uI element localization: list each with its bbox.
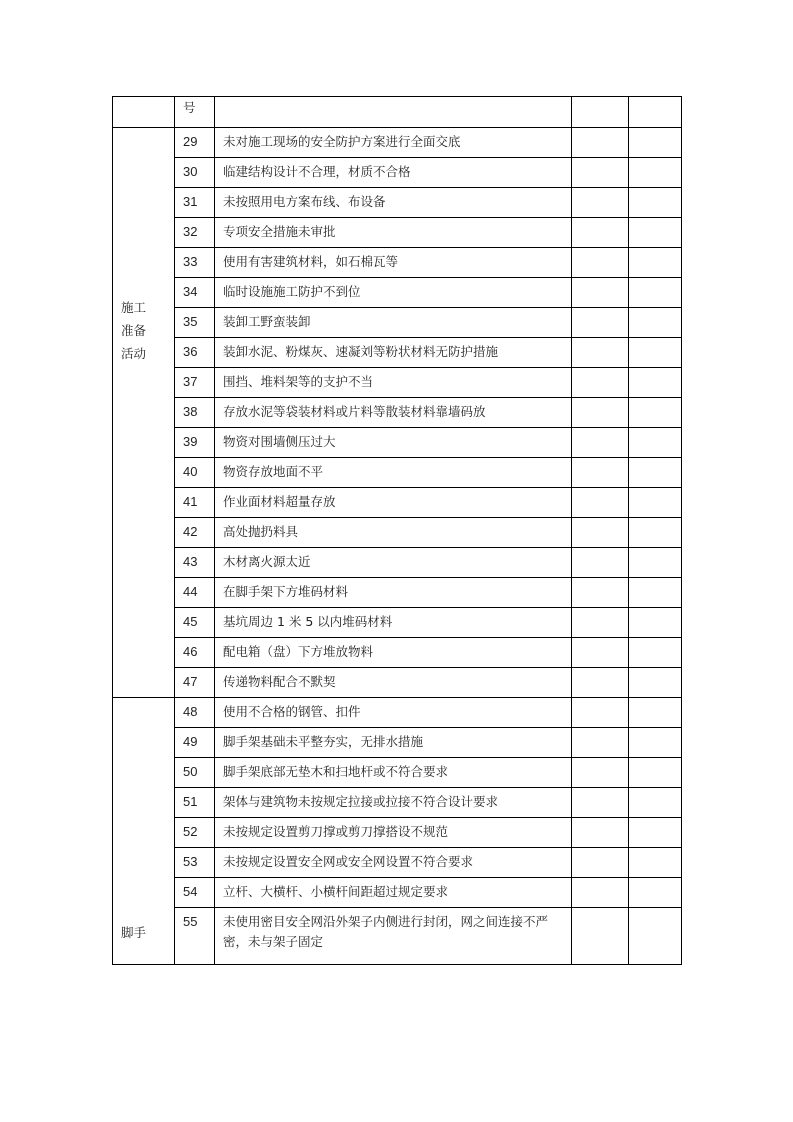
row-description: 存放水泥等袋装材料或片料等散装材料靠墙码放 (215, 398, 572, 428)
table-row (113, 578, 682, 608)
row-description: 未对施工现场的安全防护方案进行全面交底 (215, 128, 572, 158)
row-number: 45 (175, 608, 215, 638)
row-number: 33 (175, 248, 215, 278)
table-row (113, 488, 682, 518)
row-description: 在脚手架下方堆码材料 (215, 578, 572, 608)
row-number: 31 (175, 188, 215, 218)
row-col5-cell (629, 368, 682, 398)
row-col5-cell (629, 128, 682, 158)
row-col4-cell (572, 788, 629, 818)
row-col4-cell (572, 248, 629, 278)
table-row (113, 368, 682, 398)
row-number: 47 (175, 668, 215, 698)
row-description: 作业面材料超量存放 (215, 488, 572, 518)
table-row (113, 758, 682, 788)
category-label-line: 准备 (121, 323, 147, 338)
category-label-line: 活动 (121, 346, 147, 361)
row-col5-cell (629, 338, 682, 368)
row-number: 39 (175, 428, 215, 458)
row-col4-cell (572, 638, 629, 668)
row-number: 43 (175, 548, 215, 578)
row-col5-cell (629, 668, 682, 698)
row-col5-cell (629, 608, 682, 638)
table-row (113, 188, 682, 218)
category-label-line: 脚手 (121, 925, 147, 940)
row-number: 51 (175, 788, 215, 818)
row-col5-cell (629, 218, 682, 248)
row-col5-cell (629, 758, 682, 788)
row-number: 53 (175, 848, 215, 878)
table-row (113, 548, 682, 578)
row-col5-cell (629, 548, 682, 578)
table-row (113, 668, 682, 698)
header-col5-cell (629, 97, 682, 128)
hazard-table (112, 96, 682, 965)
table-row (113, 728, 682, 758)
row-col4-cell (572, 488, 629, 518)
row-col4-cell (572, 848, 629, 878)
row-number: 48 (175, 698, 215, 728)
row-col4-cell (572, 428, 629, 458)
row-col4-cell (572, 308, 629, 338)
row-col4-cell (572, 758, 629, 788)
row-number: 36 (175, 338, 215, 368)
row-number: 52 (175, 818, 215, 848)
row-description: 物资对围墙侧压过大 (215, 428, 572, 458)
row-description: 传递物料配合不默契 (215, 668, 572, 698)
row-col5-cell (629, 818, 682, 848)
row-col4-cell (572, 518, 629, 548)
row-number: 41 (175, 488, 215, 518)
row-col4-cell (572, 278, 629, 308)
row-description: 使用有害建筑材料，如石棉瓦等 (215, 248, 572, 278)
row-col5-cell (629, 908, 682, 965)
row-number: 30 (175, 158, 215, 188)
row-col5-cell (629, 878, 682, 908)
table-row (113, 638, 682, 668)
category-cell (113, 698, 175, 965)
row-description: 高处抛扔料具 (215, 518, 572, 548)
row-col5-cell (629, 848, 682, 878)
row-col5-cell (629, 188, 682, 218)
table-row (113, 848, 682, 878)
row-col5-cell (629, 308, 682, 338)
table-row (113, 398, 682, 428)
row-col5-cell (629, 248, 682, 278)
category-label-line: 施工 (121, 300, 147, 315)
row-col4-cell (572, 908, 629, 965)
table-row (113, 698, 682, 728)
table-row (113, 248, 682, 278)
row-description: 基坑周边 1 米 5 以内堆码材料 (215, 608, 572, 638)
row-col5-cell (629, 728, 682, 758)
row-description: 临时设施施工防护不到位 (215, 278, 572, 308)
row-number: 35 (175, 308, 215, 338)
row-col5-cell (629, 518, 682, 548)
table-row (113, 218, 682, 248)
row-col5-cell (629, 458, 682, 488)
row-col4-cell (572, 818, 629, 848)
row-col4-cell (572, 548, 629, 578)
row-col4-cell (572, 608, 629, 638)
table-row (113, 338, 682, 368)
row-description: 未按规定设置安全网或安全网设置不符合要求 (215, 848, 572, 878)
row-description: 装卸工野蛮装卸 (215, 308, 572, 338)
row-col5-cell (629, 278, 682, 308)
header-category-cell (113, 97, 175, 128)
row-col5-cell (629, 158, 682, 188)
row-number: 50 (175, 758, 215, 788)
row-description: 临建结构设计不合理，材质不合格 (215, 158, 572, 188)
table-row (113, 158, 682, 188)
row-description: 配电箱（盘）下方堆放物料 (215, 638, 572, 668)
header-col4-cell (572, 97, 629, 128)
row-description: 专项安全措施未审批 (215, 218, 572, 248)
table-row (113, 908, 682, 965)
category-cell (113, 128, 175, 698)
table-row (113, 428, 682, 458)
header-row (113, 97, 682, 128)
row-col4-cell (572, 368, 629, 398)
row-col4-cell (572, 668, 629, 698)
row-number: 32 (175, 218, 215, 248)
header-content-cell (215, 97, 572, 128)
row-description: 脚手架基础未平整夯实，无排水措施 (215, 728, 572, 758)
table-row (113, 458, 682, 488)
row-col4-cell (572, 458, 629, 488)
row-col5-cell (629, 638, 682, 668)
row-number: 49 (175, 728, 215, 758)
row-col5-cell (629, 578, 682, 608)
row-col5-cell (629, 428, 682, 458)
row-description: 脚手架底部无垫木和扫地杆或不符合要求 (215, 758, 572, 788)
row-col4-cell (572, 128, 629, 158)
table-row (113, 608, 682, 638)
row-description: 装卸水泥、粉煤灰、速凝刘等粉状材料无防护措施 (215, 338, 572, 368)
row-description: 未使用密目安全网沿外架子内侧进行封闭，网之间连接不严密，未与架子固定 (215, 908, 572, 965)
table-row (113, 788, 682, 818)
row-col4-cell (572, 578, 629, 608)
row-number: 55 (175, 908, 215, 965)
row-number: 42 (175, 518, 215, 548)
row-number: 54 (175, 878, 215, 908)
row-col4-cell (572, 398, 629, 428)
table-row (113, 818, 682, 848)
table-row (113, 278, 682, 308)
row-description: 未按照用电方案布线、布设备 (215, 188, 572, 218)
row-description: 立杆、大横杆、小横杆间距超过规定要求 (215, 878, 572, 908)
row-number: 38 (175, 398, 215, 428)
row-description: 围挡、堆料架等的支护不当 (215, 368, 572, 398)
row-number: 40 (175, 458, 215, 488)
table-row (113, 128, 682, 158)
row-col4-cell (572, 698, 629, 728)
row-col5-cell (629, 398, 682, 428)
row-number: 29 (175, 128, 215, 158)
row-col4-cell (572, 218, 629, 248)
row-description: 未按规定设置剪刀撑或剪刀撑搭设不规范 (215, 818, 572, 848)
row-col4-cell (572, 158, 629, 188)
row-col5-cell (629, 788, 682, 818)
row-col5-cell (629, 488, 682, 518)
table-row (113, 308, 682, 338)
header-num-cell: 号 (175, 97, 215, 128)
row-description: 使用不合格的钢管、扣件 (215, 698, 572, 728)
row-number: 34 (175, 278, 215, 308)
row-number: 44 (175, 578, 215, 608)
row-description: 架体与建筑物未按规定拉接或拉接不符合设计要求 (215, 788, 572, 818)
row-col4-cell (572, 728, 629, 758)
row-number: 46 (175, 638, 215, 668)
row-col5-cell (629, 698, 682, 728)
table-row (113, 878, 682, 908)
table-row (113, 518, 682, 548)
row-col4-cell (572, 338, 629, 368)
row-col4-cell (572, 188, 629, 218)
row-col4-cell (572, 878, 629, 908)
row-description: 物资存放地面不平 (215, 458, 572, 488)
row-number: 37 (175, 368, 215, 398)
row-description: 木材离火源太近 (215, 548, 572, 578)
